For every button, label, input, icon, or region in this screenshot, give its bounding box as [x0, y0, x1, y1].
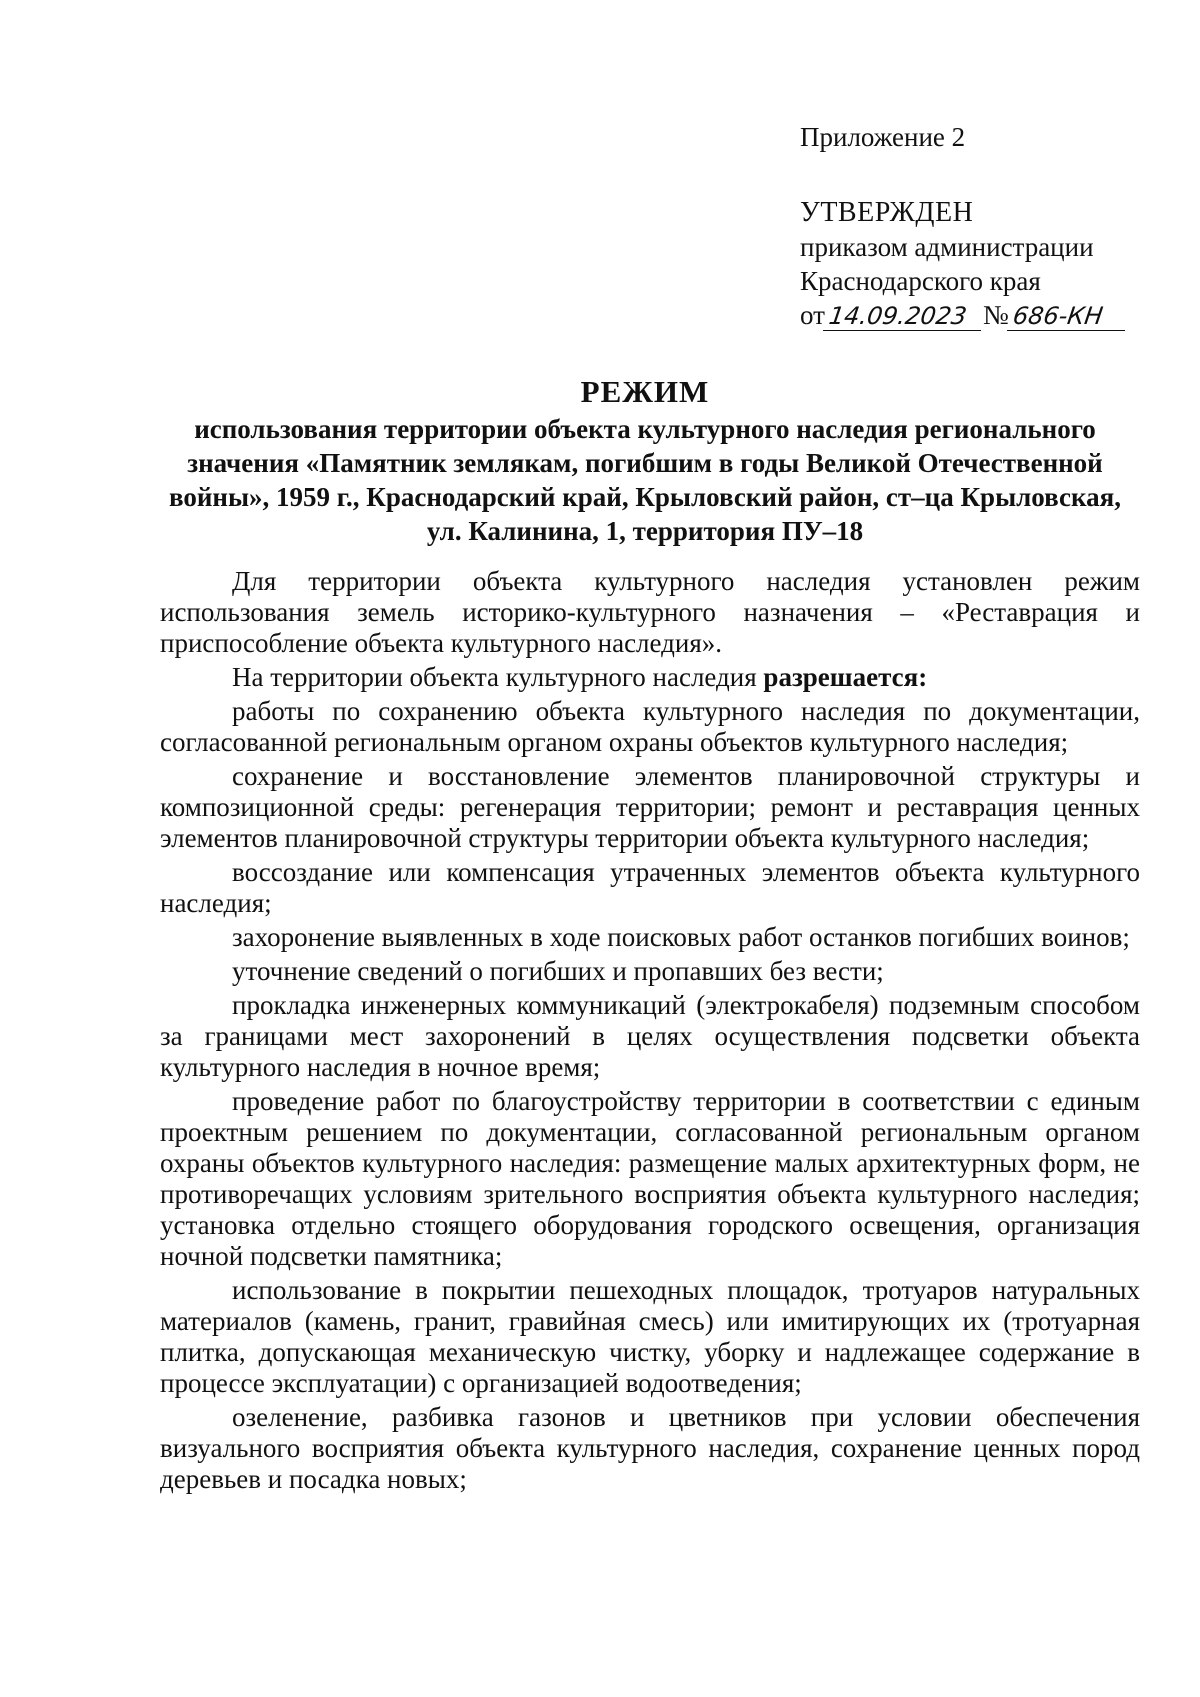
approval-block: [800, 120, 1160, 332]
allowed-item: работы по сохранению объекта культурного наследия по документации, согласованной региональным органом охраны объектов культурного наследия;: [160, 696, 1140, 757]
order-reference: [800, 298, 1160, 332]
allowed-heading: [160, 662, 1140, 693]
allowed-item: проведение работ по благоустройству территории в соответствии с единым проектным решением по документации, согласованной региональным органом охраны объектов культурного наследия: размещение малых архитектурных форм, не противоречащих условиям зрительного восприятия объекта культурного наследия; установка отдельно стоящего оборудования городского освещения, организация ночной подсветки памятника;: [160, 1086, 1140, 1271]
approved-stamp-text: УТВЕРЖДЕН: [800, 197, 974, 228]
allowed-item: воссоздание или компенсация утраченных элементов объекта культурного наследия;: [160, 857, 1140, 918]
document-subtitle: использования территории объекта культурного наследия регионального значения «Памятник землякам, погибшим в годы Великой Отечественной войны», 1959 г., Краснодарский край, Крыловский район, ст–ца Крыловская, ул. Калинина, 1, территория ПУ–18: [168, 414, 1122, 546]
allowed-item: сохранение и восстановление элементов планировочной структуры и композиционной среды: регенерация территории; ремонт и реставрация ценных элементов планировочной структуры территории объекта культурного наследия;: [160, 761, 1140, 853]
document-title-block: [150, 372, 1140, 548]
handwritten-date: 14.09.2023: [823, 302, 985, 331]
from-label: от: [800, 300, 825, 330]
approval-line-1: приказом администрации: [800, 232, 1094, 262]
intro-paragraph: Для территории объекта культурного наследия установлен режим использования земель историко-культурного назначения – «Реставрация и приспособление объекта культурного наследия».: [160, 566, 1140, 658]
document-title: РЕЖИМ: [580, 374, 710, 409]
document-body: [160, 566, 1140, 1498]
number-label: №: [982, 300, 1009, 330]
allowed-item: озеленение, разбивка газонов и цветников при условии обеспечения визуального восприятия объекта культурного наследия, сохранение ценных пород деревьев и посадка новых;: [160, 1402, 1140, 1494]
allowed-item: уточнение сведений о погибших и пропавших без вести;: [232, 956, 884, 986]
approval-line-2: Краснодарского края: [800, 266, 1041, 296]
allowed-item: захоронение выявленных в ходе поисковых работ останков погибших воинов;: [232, 922, 1130, 952]
allowed-item: использование в покрытии пешеходных площадок, тротуаров натуральных материалов (камень, гранит, гравийная смесь) или имитирующих их (тротуарная плитка, допускающая механическую чистку, уборку и надлежащее содержание в процессе эксплуатации) с организацией водоотведения;: [160, 1275, 1140, 1398]
allowed-item: прокладка инженерных коммуникаций (электрокабеля) подземным способом за границами мест захоронений в целях осуществления подсветки объекта культурного наследия в ночное время;: [160, 990, 1140, 1082]
allowed-bold: разрешается:: [763, 662, 928, 692]
allowed-prefix: На территории объекта культурного наследия: [232, 662, 757, 692]
handwritten-number: 686-КН: [1007, 302, 1129, 331]
appendix-label: Приложение 2: [800, 122, 966, 152]
